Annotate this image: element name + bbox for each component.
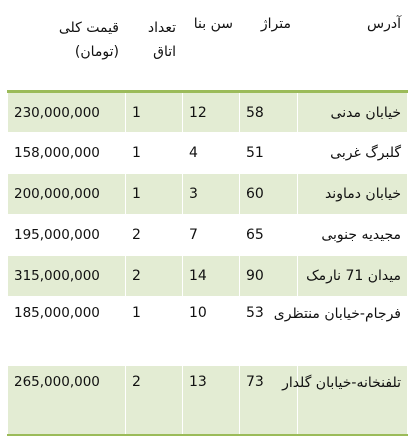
header-area: متراژ [240,6,298,92]
cell-rooms: 2 [126,256,183,297]
table-row [8,366,408,435]
table-row [8,256,408,297]
cell-address: خیابان دماوند [298,174,408,215]
listing-table-container [7,5,408,436]
cell-rooms: 2 [126,215,183,256]
table-row [8,174,408,215]
cell-rooms: 1 [126,297,183,366]
cell-area: 51 [240,133,298,174]
apartment-listing-table [7,5,408,436]
cell-address: مجیدیه جنوبی [298,215,408,256]
cell-area: 90 [240,256,298,297]
cell-price: 195,000,000 [8,215,126,256]
table-row [8,92,408,133]
header-row [8,6,408,92]
cell-address: فرجام-خیابان منتظری [298,297,408,366]
cell-age: 3 [183,174,240,215]
cell-area: 60 [240,174,298,215]
cell-address: گلبرگ غربی [298,133,408,174]
cell-price: 230,000,000 [8,92,126,133]
header-rooms-line2: اتاق [153,44,176,60]
header-rooms [126,6,183,92]
header-age: سن بنا [183,6,240,92]
table-row [8,297,408,366]
cell-price: 315,000,000 [8,256,126,297]
cell-address: خیابان مدنی [298,92,408,133]
cell-age: 12 [183,92,240,133]
table-row [8,133,408,174]
cell-age: 14 [183,256,240,297]
cell-price: 265,000,000 [8,366,126,435]
cell-rooms: 1 [126,174,183,215]
header-price-line2: (تومان) [74,44,119,60]
cell-area: 53 [240,297,298,366]
cell-rooms: 2 [126,366,183,435]
cell-age: 7 [183,215,240,256]
cell-age: 4 [183,133,240,174]
cell-price: 158,000,000 [8,133,126,174]
cell-rooms: 1 [126,133,183,174]
header-address: آدرس [298,6,408,92]
table-row [8,215,408,256]
cell-rooms: 1 [126,92,183,133]
cell-price: 200,000,000 [8,174,126,215]
cell-address: میدان 71 نارمک [298,256,408,297]
cell-age: 13 [183,366,240,435]
cell-area: 58 [240,92,298,133]
cell-age: 10 [183,297,240,366]
cell-price: 185,000,000 [8,297,126,366]
cell-area: 73 [240,366,298,435]
cell-address: تلفنخانه-خیابان گلدار [298,366,408,435]
header-price-line1: قیمت کلی [58,20,119,36]
cell-area: 65 [240,215,298,256]
header-price [8,6,126,92]
header-rooms-line1: تعداد [147,20,176,36]
